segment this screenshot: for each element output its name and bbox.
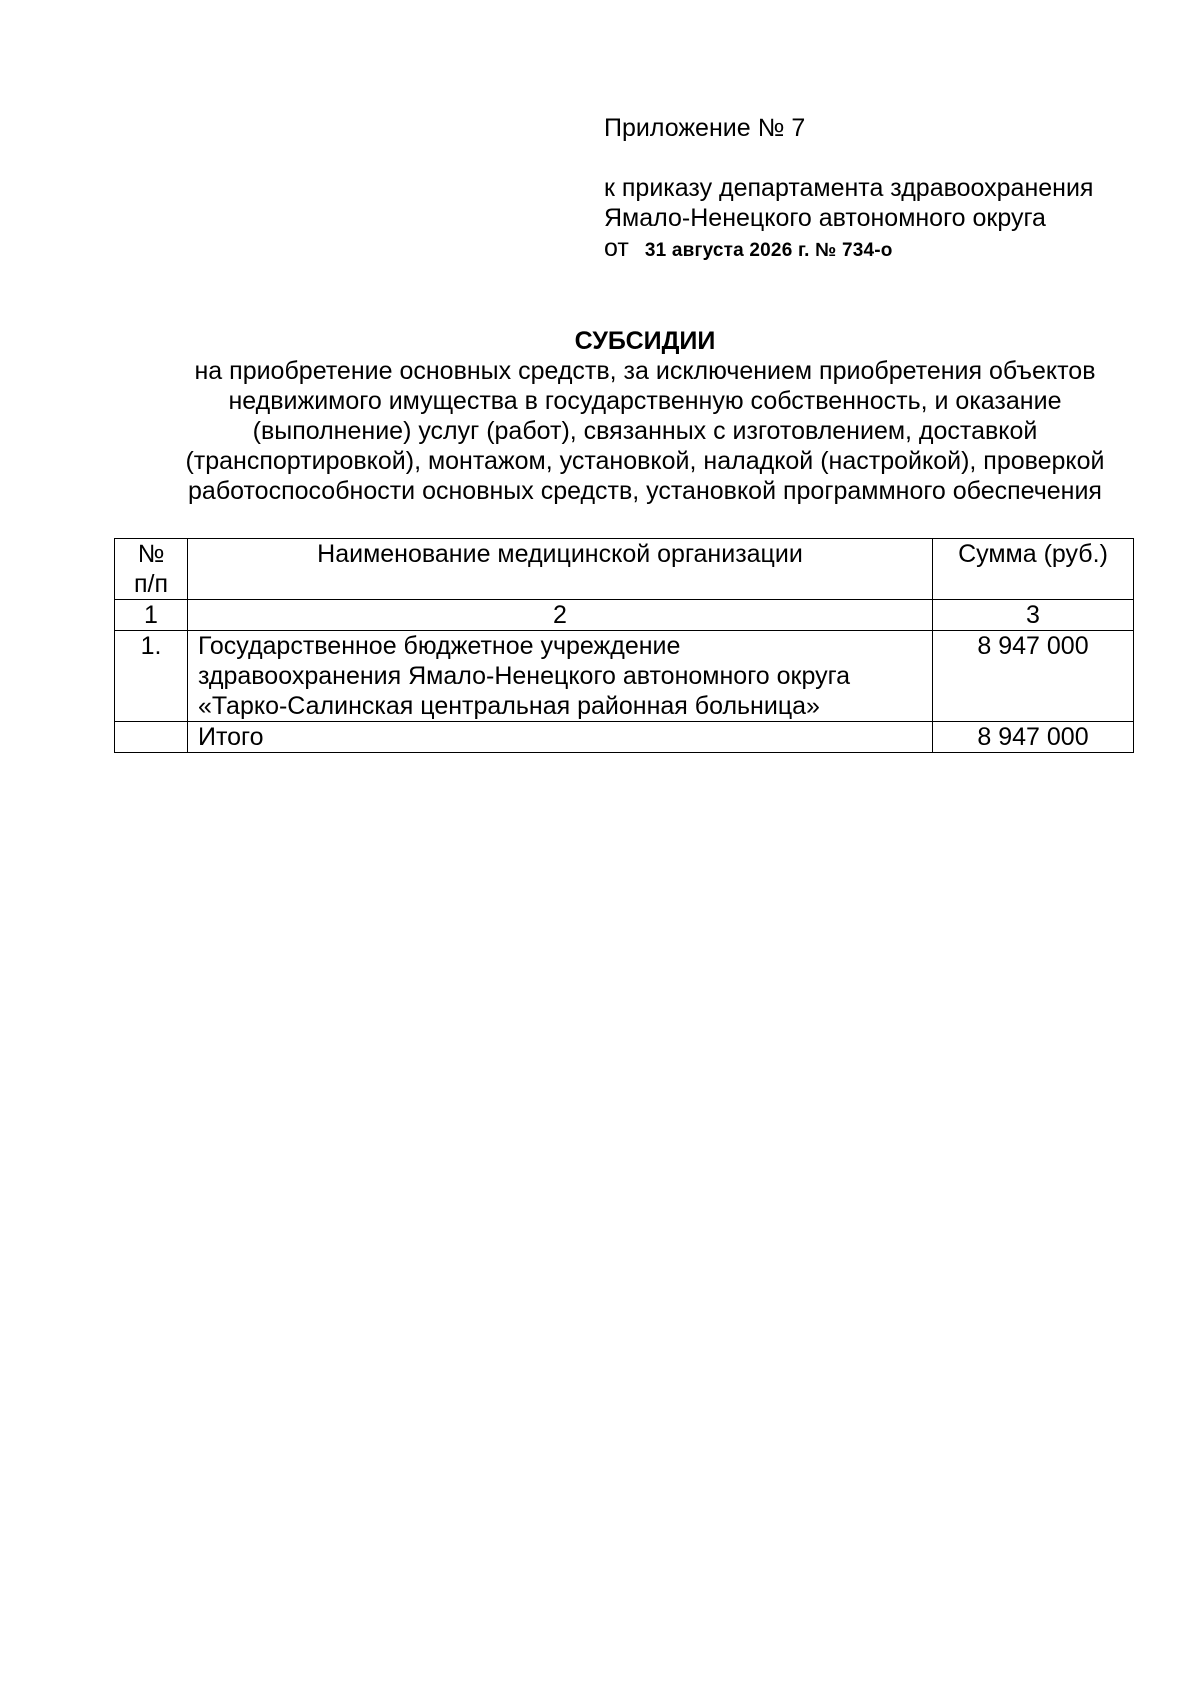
table-row xyxy=(115,631,1134,722)
column-number-1: 1 xyxy=(115,600,188,631)
appendix-order-line-2: Ямало-Ненецкого автономного округа xyxy=(604,204,1046,232)
organization-name xyxy=(188,631,933,722)
total-number xyxy=(115,722,188,753)
appendix-order-date-line xyxy=(604,233,1164,266)
row-number: 1. xyxy=(115,631,188,722)
subsidy-table xyxy=(114,538,1134,753)
subtitle-line: (выполнение) услуг (работ), связанных с изготовлением, доставкой xyxy=(252,417,1038,445)
organization-name-line: «Тарко-Салинская центральная районная больница» xyxy=(198,692,820,720)
document-heading xyxy=(110,326,1180,506)
appendix-spacer xyxy=(604,143,1164,173)
order-date-number: 31 августа 2026 г. № 734-о xyxy=(644,240,893,261)
row-sum: 8 947 000 xyxy=(933,631,1134,722)
header-sum: Сумма (руб.) xyxy=(933,539,1134,600)
total-label: Итого xyxy=(188,722,933,753)
subtitle-line: недвижимого имущества в государственную собственность, и оказание xyxy=(228,387,1062,415)
appendix-label: Приложение № 7 xyxy=(604,114,806,142)
appendix-order-line-1: к приказу департамента здравоохранения xyxy=(604,174,1094,202)
date-prefix: от xyxy=(604,234,629,262)
document-title: СУБСИДИИ xyxy=(574,327,716,355)
header-organization-name: Наименование медицинской организации xyxy=(188,539,933,600)
organization-name-line: здравоохранения Ямало-Ненецкого автономного округа xyxy=(198,662,851,690)
total-row xyxy=(115,722,1134,753)
header-number xyxy=(115,539,188,600)
header-number-line-1: № xyxy=(137,540,165,568)
total-sum: 8 947 000 xyxy=(933,722,1134,753)
column-number-2: 2 xyxy=(188,600,933,631)
header-number-line-2: п/п xyxy=(133,570,169,598)
column-number-3: 3 xyxy=(933,600,1134,631)
subtitle-line: (транспортировкой), монтажом, установкой, наладкой (настройкой), проверкой xyxy=(185,447,1105,475)
subtitle-line: работоспособности основных средств, установкой программного обеспечения xyxy=(188,477,1102,505)
column-number-row xyxy=(115,600,1134,631)
appendix-block xyxy=(604,113,1164,266)
table-header-row xyxy=(115,539,1134,600)
subtitle-line: на приобретение основных средств, за исключением приобретения объектов xyxy=(194,357,1096,385)
organization-name-line: Государственное бюджетное учреждение xyxy=(198,632,681,660)
